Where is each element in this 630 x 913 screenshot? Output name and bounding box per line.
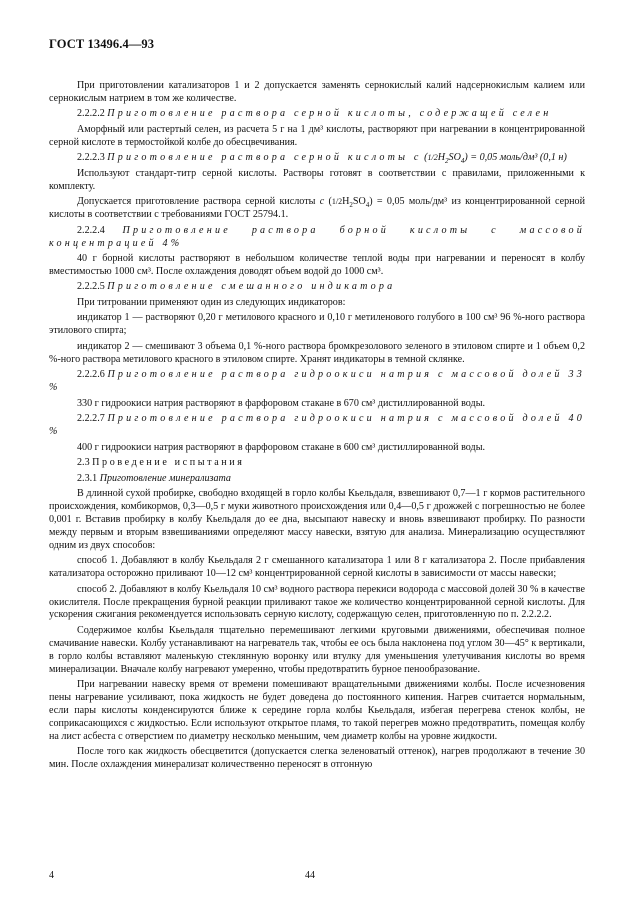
- paragraph: Содержимое колбы Кьельдаля тщательно перемешивают легкими круговыми движениями, обеспечивая полное смачивание навески. Колбу устанавливают на нагреватель так, чтобы ее ось была наклонена под углом 30—45° к вертикали, в горло колбы вставляют маленькую стеклянную воронку или втулку для уменьшения улетучивания кислоты во время минерализации. Вначале колбу нагревают умеренно, чтобы предотвратить бурное пенообразование.: [49, 624, 585, 675]
- section-number: 2.2.2.7: [77, 413, 105, 425]
- section-number: 2.2.2.5: [77, 281, 105, 293]
- paragraph: 40 г борной кислоты растворяют в небольшом количестве теплой воды при нагревании и переносят в колбу вместимостью 1000 см³. После охлаждения доводят объем водой до 1000 см³.: [49, 253, 585, 277]
- section-heading-2-2-2-5: [49, 281, 585, 294]
- paragraph: При титровании применяют один из следующих индикаторов:: [77, 296, 346, 308]
- paragraph: 400 г гидроокиси натрия растворяют в фарфоровом стакане в 600 см³ дистиллированной воды.: [77, 441, 486, 453]
- paragraph: способ 2. Добавляют в колбу Кьельдаля 10 см³ водного раствора перекиси водорода с массовой долей 30 % в качестве окислителя. После прекращения бурной реакции приливают такое же количество концентрированной серной кислоты. Для ускорения сжигания рекомендуется использовать серную кислоту, содержащую селен, приготовленную по п. 2.2.2.2.: [49, 583, 585, 621]
- section-number: 2.3.1: [77, 472, 98, 484]
- paragraph: При приготовлении катализаторов 1 и 2 допускается заменять сернокислый калий надсернокислым калием или сернокислым натрием в том же количестве.: [49, 80, 585, 104]
- section-title: Приготовление минерализата: [99, 472, 231, 484]
- formula: $(1/2H_2SO_4) = 0,05$ моль/дм³ (0,1 н): [424, 152, 567, 166]
- section-number: 2.2.2.4: [77, 224, 105, 236]
- section-number: 2.3: [77, 457, 90, 469]
- paragraph: индикатор 2 — смешивают 3 объема 0,1 %-ного раствора бромкрезолового зеленого в этиловом спирте и 1 объем 0,2 %-ного раствора метилового красного в этиловом спирте. Хранят индикаторы в темной склянке.: [49, 340, 585, 365]
- section-title: Приготовление раствора серной кислоты, содержащей селен: [107, 108, 552, 120]
- paragraph: способ 1. Добавляют в колбу Кьельдаля 2 г смешанного катализатора 1 или 8 г катализатора 2. После прибавления катализатора осторожно приливают 10—12 см³ концентрированной серной кислоты в зависимости от массы навески;: [49, 555, 585, 580]
- section-heading-2-2-2-6: [49, 369, 585, 395]
- section-title: Приготовление раствора борной кислоты с массовой концентрацией 4%: [49, 224, 585, 249]
- paragraph: 330 г гидроокиси натрия растворяют в фарфоровом стакане в 670 см³ дистиллированной воды.: [77, 397, 486, 409]
- document-body: [49, 80, 585, 775]
- section-heading-2-2-2-7: [49, 413, 585, 439]
- section-number: 2.2.2.2: [77, 108, 105, 120]
- paragraph: Используют стандарт-титр серной кислоты. Растворы готовят в соответствии с правилами, приложенными к комплекту.: [49, 167, 585, 192]
- section-heading-2-3: [49, 457, 585, 470]
- paragraph: После того как жидкость обесцветится (допускается слегка зеленоватый оттенок), нагрев продолжают в течение 30 мин. После охлаждения минерализат количественно переносят в отгонную: [49, 746, 585, 771]
- paragraph-formula: Допускается приготовление раствора серной кислоты c $(1/2H_2SO_4) = 0,05$ моль/дм³ из концентрированной серной кислоты в соответствии с требованиями ГОСТ 25794.1.: [49, 196, 585, 221]
- section-title: Приготовление смешанного индикатора: [107, 281, 396, 293]
- document-header: ГОСТ 13496.4—93: [49, 37, 155, 51]
- section-heading-2-2-2-4: [49, 225, 585, 251]
- section-title: Приготовление раствора гидроокиси натрия с массовой долей 40 %: [49, 413, 585, 438]
- section-number: 2.2.2.3: [77, 152, 105, 164]
- paragraph: Аморфный или растертый селен, из расчета 5 г на 1 дм³ кислоты, растворяют при нагревании в концентрированной серной кислоте в термостойкой колбе до обесцвечивания.: [49, 123, 585, 148]
- section-heading-2-3-1: [49, 473, 585, 486]
- footer-left-number: 4: [49, 870, 54, 881]
- section-heading-2-2-2-3: [49, 152, 585, 165]
- paragraph: В длинной сухой пробирке, свободно входящей в горло колбы Кьельдаля, взвешивают 0,7—1 г кормов растительного происхождения, комбикормов, 0,3—0,5 г муки животного происхождения или 0,4—0,5 г дрожжей с погрешностью не более 0,001 г. Вставив пробирку в колбу Кьельдаля до ее дна, высыпают навеску и вновь взвешивают пробирку. По разности между первым и вторым взвешиваниями определяют массу навески, взятую для анализа. Минерализацию осуществляют одним из двух способов:: [49, 488, 585, 551]
- page-number: 44: [305, 870, 315, 881]
- paragraph: При нагревании навеску время от времени помешивают вращательными движениями колбы. После исчезновения пены нагревание усиливают, пока жидкость не будет доведена до постоянного кипения. Нагрев считается нормальным, если пары кислоты конденсируются ближе к середине горла колбы Кьельдаля, избегая перегрева стенок колбы, не соприкасающихся с жидкостью. Если используют открытое пламя, то такой перегрев можно предотвратить, помещая колбу на лист асбеста с отверстием по диаметру несколько меньшим, чем диаметр колбы на уровне жидкости.: [49, 679, 585, 742]
- section-title: Приготовление раствора серной кислоты с: [107, 152, 422, 164]
- section-heading-2-2-2-2: [49, 108, 585, 121]
- section-title: Проведение испытания: [92, 457, 245, 469]
- paragraph: индикатор 1 — растворяют 0,20 г метилового красного и 0,10 г метиленового голубого в 100 см³ 96 %-ного раствора этилового спирта;: [49, 312, 585, 337]
- section-number: 2.2.2.6: [77, 369, 105, 381]
- section-title: Приготовление раствора гидроокиси натрия с массовой долей 33 %: [49, 369, 585, 394]
